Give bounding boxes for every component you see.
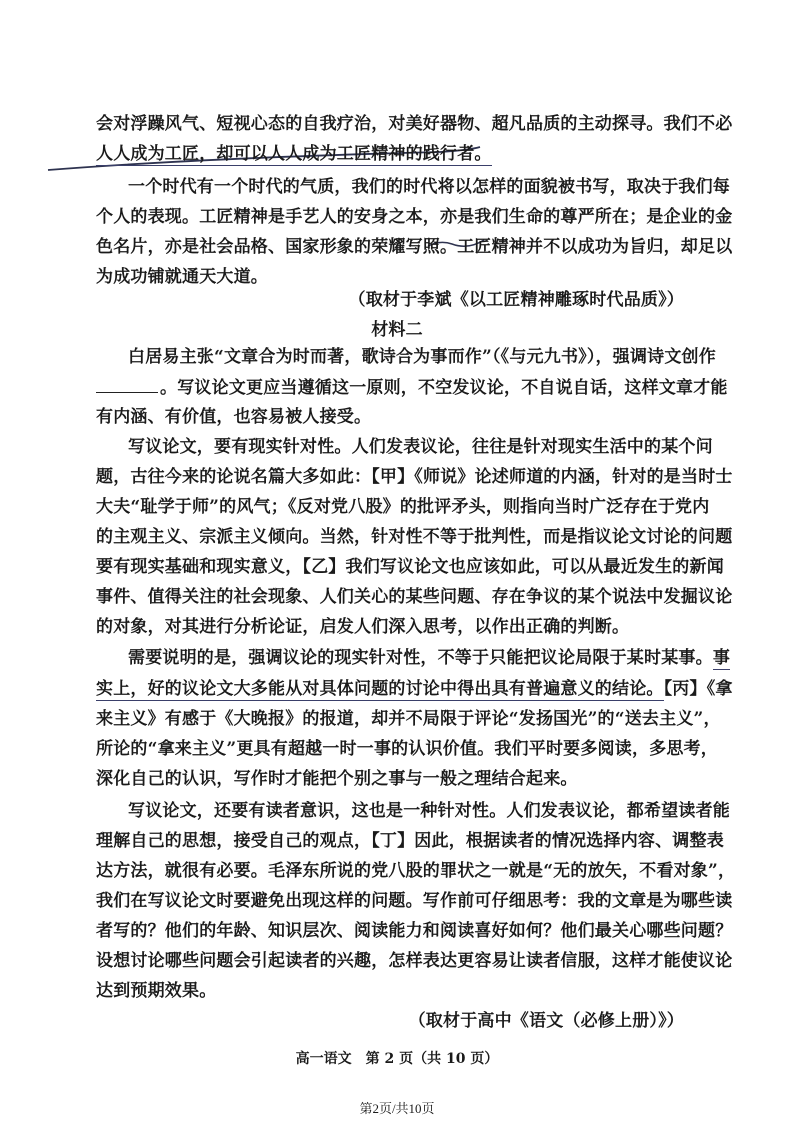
paragraph-line	[96, 678, 733, 700]
paragraph-line: 理解自己的思想，接受自己的观点，【丁】因此，根据读者的情况选择内容、调整表	[96, 831, 724, 851]
source-citation: （取材于李斌《以工匠精神雕琢时代品质》）	[348, 290, 684, 310]
paragraph-line: 我们在写议论文时要避免出现这样的问题。写作前可仔细思考：我的文章是为哪些读	[96, 891, 733, 911]
paragraph-line: 写议论文，还要有读者意识，这也是一种针对性。人们发表议论，都希望读者能	[128, 801, 730, 821]
page-counter: 第2页/共10页	[359, 1101, 435, 1116]
paragraph-line: 事件、值得关注的社会现象、人们关心的某些问题、存在争议的某个说法中发掘议论	[96, 587, 733, 607]
paragraph-line: 所论的“拿来主义”更具有超越一时一事的认识价值。我们平时要多阅读，多思考，	[96, 739, 718, 759]
paragraph-line: 色名片，亦是社会品格、国家形象的荣耀写照。工匠精神并不以成功为旨归，却足以	[96, 237, 733, 257]
paragraph-line: 达到预期效果。	[96, 981, 217, 1001]
source-citation: （取材于高中《语文（必修上册）》）	[408, 1011, 684, 1031]
paragraph-line: 大夫“耻学于师”的风气；《反对党八股》的批评矛头，则指向当时广泛存在于党内	[96, 497, 710, 517]
paragraph-text: 。写议论文更应当遵循这一原则，不空发议论，不自说自话，这样文章才能	[160, 378, 728, 398]
underlined-text: 实上，好的议论文大多能从对具体问题的讨论中得出具有普遍意义的结论。	[96, 679, 664, 699]
paragraph-text: 需要说明的是，强调议论的现实针对性，不等于只能把议论局限于某时某事。	[128, 648, 713, 668]
paragraph-line: 写议论文，要有现实针对性。人们发表议论，往往是针对现实生活中的某个问	[128, 437, 713, 457]
paragraph-line	[96, 143, 492, 165]
underlined-text: 人人成为工匠，却可以人人成为工匠精神的践行者。	[96, 144, 492, 164]
paragraph-line: 会对浮躁风气、短视心态的自我疗治，对美好器物、超凡品质的主动探寻。我们不必	[96, 114, 733, 134]
paragraph-line: 来主义》有感于《大晚报》的报道，却并不局限于评论“发扬国光”的“送去主义”，	[96, 709, 721, 729]
paragraph-line: 者写的？他们的年龄、知识层次、阅读能力和阅读喜好如何？他们最关心哪些问题？	[96, 921, 733, 941]
paragraph-line: 的主观主义、宗派主义倾向。当然，针对性不等于批判性，而是指议论文讨论的问题	[96, 527, 733, 547]
page-footer: 高一语文 第 2 页（共 10 页）	[295, 1051, 499, 1067]
paragraph-line: 设想讨论哪些问题会引起读者的兴趣，怎样表达更容易让读者信服，这样才能使议论	[96, 951, 733, 971]
paragraph-line: 深化自己的认识，写作时才能把个别之事与一般之理结合起来。	[96, 769, 578, 789]
section-title: 材料二	[371, 320, 423, 340]
paragraph-line: 白居易主张“文章合为时而著，歌诗合为事而作”（《与元九书》），强调诗文创作	[128, 347, 716, 367]
paragraph-line: 为成功铺就通天大道。	[96, 267, 268, 287]
paragraph-line	[96, 376, 728, 399]
paragraph-line	[128, 647, 730, 669]
paragraph-text: 【丙】《拿	[663, 679, 733, 699]
paragraph-line: 要有现实基础和现实意义，【乙】我们写议论文也应该如此，可以从最近发生的新闻	[96, 557, 724, 577]
paragraph-line: 一个时代有一个时代的气质，我们的时代将以怎样的面貌被书写，取决于我们每	[128, 177, 730, 197]
paragraph-line: 有内涵、有价值，也容易被人接受。	[96, 407, 372, 427]
paragraph-line: 个人的表现。工匠精神是手艺人的安身之本，亦是我们生命的尊严所在；是企业的金	[96, 207, 733, 227]
underlined-text: 事	[712, 648, 731, 668]
fill-in-blank[interactable]	[96, 376, 158, 393]
paragraph-line: 达方法，就很有必要。毛泽东所说的党八股的罪状之一就是“无的放矢，不看对象”，	[96, 861, 736, 881]
paragraph-line: 的对象，对其进行分析论证，启发人们深入思考，以作出正确的判断。	[96, 617, 630, 637]
paragraph-line: 题，古往今来的论说名篇大多如此：【甲】《师说》论述师道的内涵，针对的是当时士	[96, 467, 733, 487]
